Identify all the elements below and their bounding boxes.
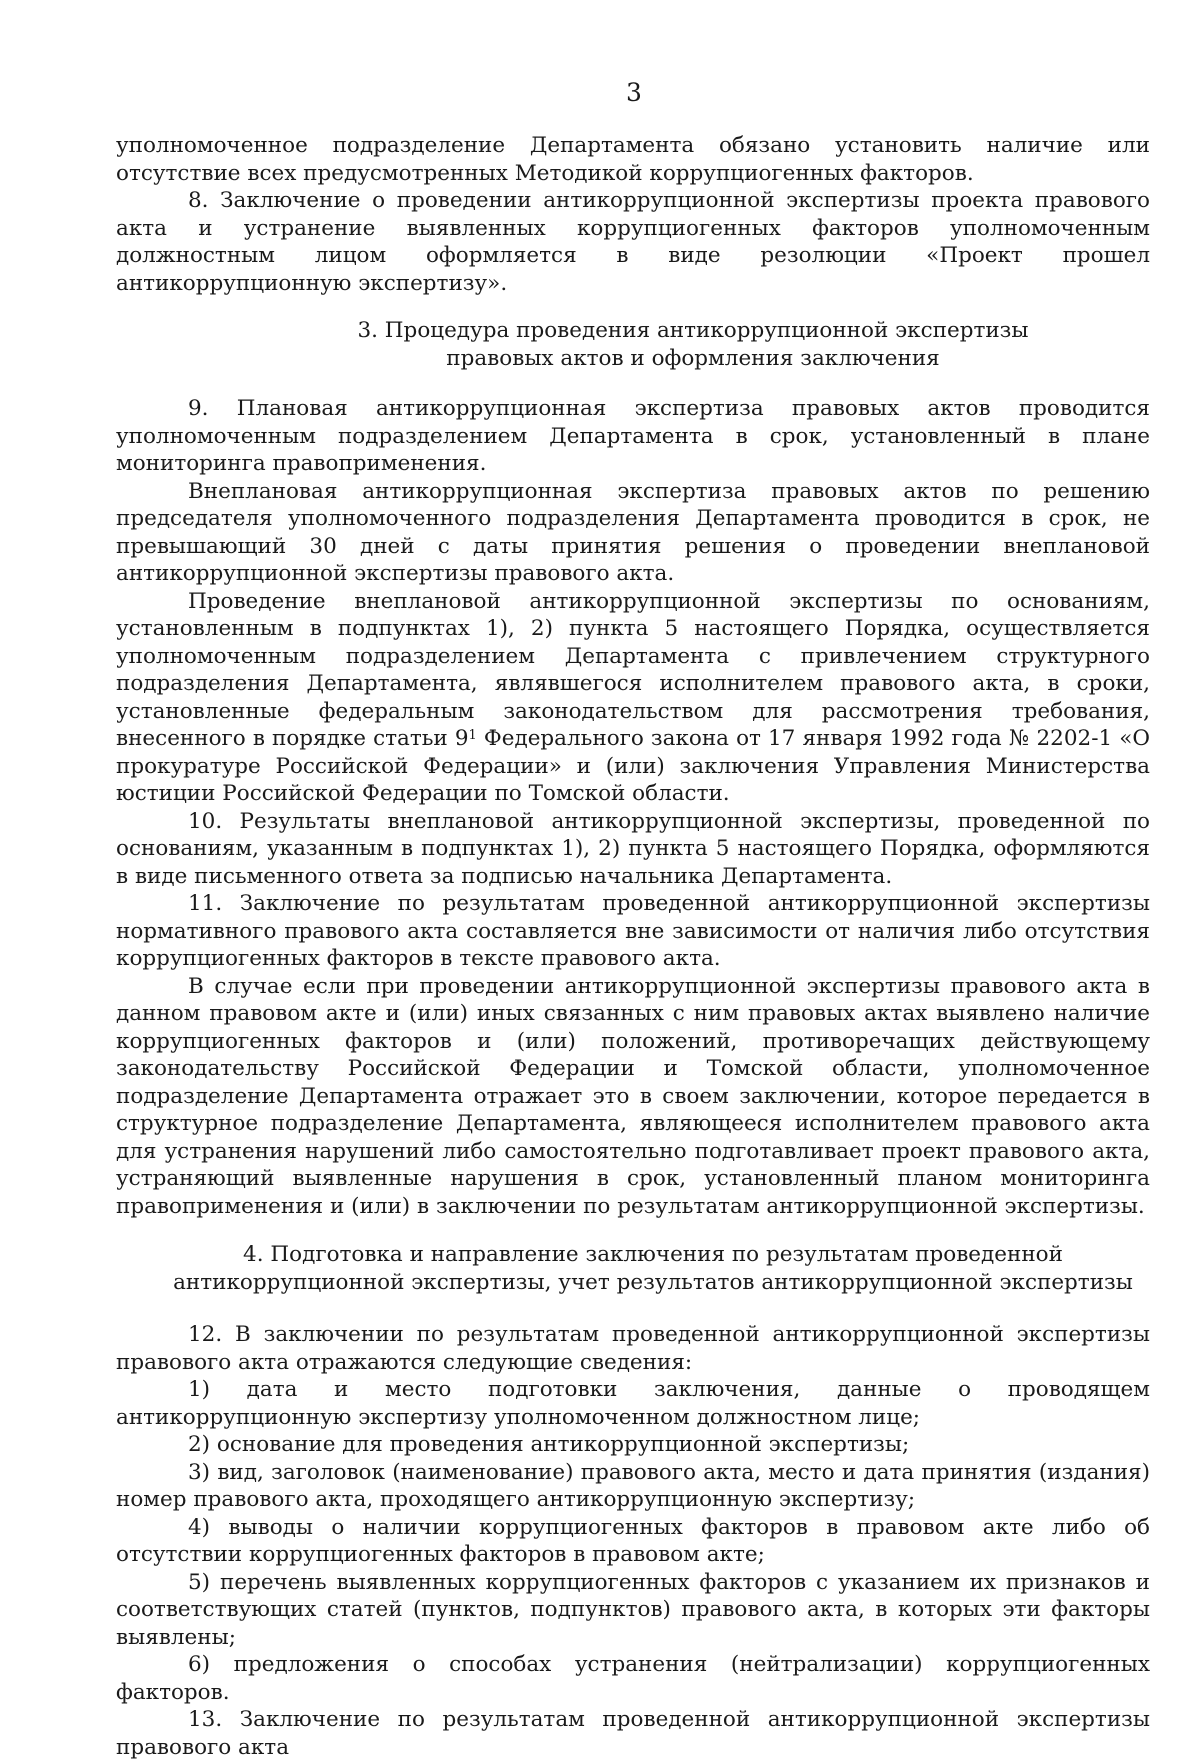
article-superscript: 1 <box>468 728 477 743</box>
paragraph-unplanned-expertise: Внеплановая антикоррупционная экспертиза правовых актов по решению председателя уполномоченного подразделения Департамента проводится в срок, не превышающий 30 дней с даты принятия решения о проведении внеплановой антикоррупционной экспертизы правового акта. <box>116 478 1150 586</box>
page-number: 3 <box>626 78 642 107</box>
document-body <box>116 132 1150 1761</box>
paragraph-11: 11. Заключение по результатам проведенной антикоррупционной экспертизы нормативного правового акта составляется вне зависимости от наличия либо отсутствия коррупциогенных факторов в тексте правового акта. <box>116 891 1150 971</box>
list-item: 5) перечень выявленных коррупциогенных факторов с указанием их признаков и соответствующих статей (пунктов, подпунктов) правового акта, в которых эти факторы выявлены; <box>116 1569 1150 1650</box>
paragraph-continuation: уполномоченное подразделение Департамента обязано установить наличие или отсутствие всех предусмотренных Методикой коррупциогенных факторов. <box>116 133 1150 186</box>
section-4-heading <box>116 1241 1150 1296</box>
paragraph-13: 13. Заключение по результатам проведенной антикоррупционной экспертизы правового акта <box>116 1707 1150 1760</box>
section-3-heading-line-1: 3. Процедура проведения антикоррупционной экспертизы <box>357 318 1029 343</box>
section-4-heading-line-2: антикоррупционной экспертизы, учет результатов антикоррупционной экспертизы <box>173 1269 1133 1295</box>
section-3-heading <box>116 317 1150 372</box>
section-3-heading-line-2: правовых актов и оформления заключения <box>446 345 940 371</box>
basis-text-part-2: Федерального закона от 17 января 1992 года № 2202-1 «О прокуратуре Российской Федерации» и (или) заключения Управления Министерства юстиции Российской Федерации по Томской области. <box>116 726 1150 806</box>
paragraph-violations-case: В случае если при проведении антикоррупционной экспертизы правового акта в данном правовом акте и (или) иных связанных с ним правовых актах выявлено наличие коррупциогенных факторов и (или) положений, противоречащих действующему законодательству Российской Федерации и Томской области, уполномоченное подразделение Департамента отражает это в своем заключении, которое передается в структурное подразделение Департамента, являющееся исполнителем правового акта для устранения нарушений либо самостоятельно подготавливает проект правового акта, устраняющий выявленные нарушения в срок, установленный планом мониторинга правоприменения и (или) в заключении по результатам антикоррупционной экспертизы. <box>116 973 1150 1219</box>
section-4-heading-line-1: 4. Подготовка и направление заключения по результатам проведенной <box>243 1242 1063 1267</box>
paragraph-9: 9. Плановая антикоррупционная экспертиза правовых актов проводится уполномоченным подразделением Департамента в срок, установленный в плане мониторинга правоприменения. <box>116 396 1150 476</box>
paragraph-8: 8. Заключение о проведении антикоррупционной экспертизы проекта правового акта и устранение выявленных коррупциогенных факторов уполномоченным должностным лицом оформляется в виде резолюции «Проект прошел антикоррупционную экспертизу». <box>116 188 1150 296</box>
basis-text-part-1: Проведение внеплановой антикоррупционной экспертизы по основаниям, установленным в подпунктах 1), 2) пункта 5 настоящего Порядка, осуществляется уполномоченным подразделением Департамента с привлечением структурного подразделения Департамента, являвшегося исполнителем правового акта, в сроки, установленные федеральным законодательством для рассмотрения требования, внесенного в порядке статьи 9 <box>116 588 1150 751</box>
paragraph-unplanned-basis <box>116 588 1150 808</box>
list-item: 2) основание для проведения антикоррупционной экспертизы; <box>188 1432 910 1457</box>
list-item: 3) вид, заголовок (наименование) правового акта, место и дата принятия (издания) номер правового акта, проходящего антикоррупционную экспертизу; <box>116 1459 1150 1512</box>
list-item: 6) предложения о способах устранения (нейтрализации) коррупциогенных факторов. <box>116 1652 1150 1705</box>
paragraph-10: 10. Результаты внеплановой антикоррупционной экспертизы, проведенной по основаниям, указанным в подпунктах 1), 2) пункта 5 настоящего Порядка, оформляются в виде письменного ответа за подписью начальника Департамента. <box>116 808 1150 889</box>
paragraph-12: 12. В заключении по результатам проведенной антикоррупционной экспертизы правового акта отражаются следующие сведения: <box>116 1322 1150 1375</box>
list-item: 1) дата и место подготовки заключения, данные о проводящем антикоррупционную экспертизу уполномоченном должностном лице; <box>116 1377 1150 1430</box>
list-item: 4) выводы о наличии коррупциогенных факторов в правовом акте либо об отсутствии коррупциогенных факторов в правовом акте; <box>116 1514 1150 1567</box>
